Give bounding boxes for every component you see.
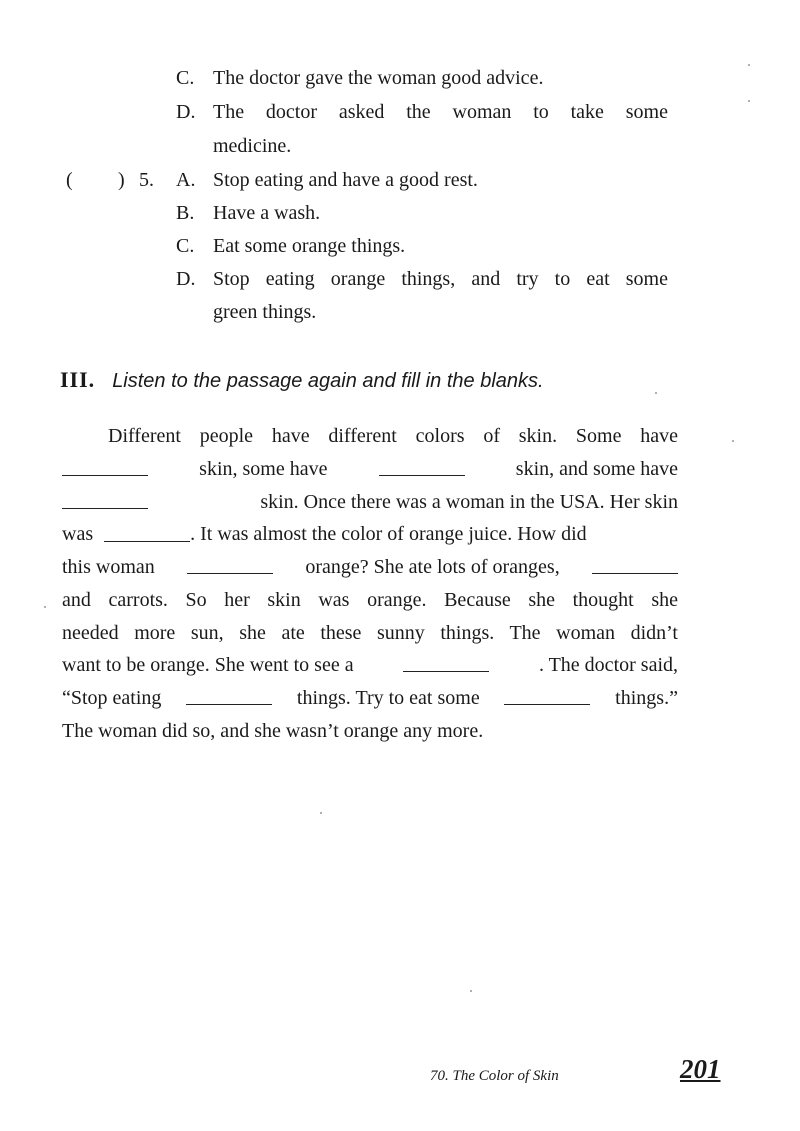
option-label: D. — [176, 101, 196, 123]
passage-text: want to be orange. She went to see a — [62, 654, 354, 676]
page-number: 201 — [680, 1054, 721, 1084]
passage-line-5 — [62, 555, 678, 579]
q5-option-a — [176, 168, 478, 192]
passage-line-10: The woman did so, and she wasn’t orange any more. — [62, 720, 484, 742]
passage-text: needed more sun, she ate these sunny things. The woman didn’t — [62, 622, 678, 644]
option-label: C. — [176, 67, 195, 89]
blank — [186, 686, 272, 705]
blank — [403, 653, 489, 672]
answer-paren-open: ( — [66, 169, 73, 191]
passage-text: Different people have different colors of skin. Some have — [108, 425, 678, 447]
passage-text: things.” — [615, 687, 678, 709]
passage-line-8 — [62, 653, 678, 677]
passage-line-4 — [62, 522, 587, 546]
passage-line-9 — [62, 686, 678, 710]
option-d-prev-cont: medicine. — [213, 135, 292, 157]
passage-text: “Stop eating — [62, 687, 162, 709]
option-text: The doctor asked the woman to take some — [213, 101, 668, 123]
blank — [62, 457, 148, 476]
option-label: B. — [176, 202, 195, 224]
passage-text: orange? She ate lots of oranges, — [305, 556, 560, 578]
passage-line-3 — [62, 490, 678, 514]
passage-line-7 — [62, 621, 678, 645]
section-number: III. — [60, 367, 96, 392]
scan-speck — [320, 812, 322, 814]
option-label: D. — [176, 268, 196, 290]
q5-option-d — [176, 267, 668, 291]
option-label: A. — [176, 169, 196, 191]
scan-speck — [732, 440, 734, 442]
option-text: Stop eating and have a good rest. — [213, 169, 478, 191]
passage-line-1 — [108, 424, 678, 448]
question-number: 5. — [139, 169, 154, 191]
scan-speck — [470, 990, 472, 992]
option-label: C. — [176, 235, 195, 257]
q5-option-b — [176, 201, 320, 225]
blank — [104, 523, 190, 542]
passage-text: skin, some have — [199, 458, 328, 480]
option-text: The doctor gave the woman good advice. — [213, 67, 544, 89]
scan-speck — [655, 392, 657, 394]
passage-text: . The doctor said, — [538, 654, 678, 676]
passage-text: things. Try to eat some — [296, 687, 480, 709]
blank — [379, 457, 465, 476]
passage-text: was — [62, 523, 94, 545]
passage-line-6 — [62, 588, 678, 612]
blank — [187, 555, 273, 574]
passage-text: . It was almost the color of orange juice. How did — [190, 523, 587, 545]
section-heading — [60, 368, 544, 393]
blank — [62, 490, 148, 509]
passage-text: this woman — [62, 556, 155, 578]
q5-option-d-cont: green things. — [213, 301, 317, 323]
blank — [592, 555, 678, 574]
passage-text: skin. Once there was a woman in the USA. Her skin — [260, 491, 678, 513]
option-text: Have a wash. — [213, 202, 321, 224]
passage-text: skin, and some have — [515, 458, 678, 480]
section-instruction: Listen to the passage again and fill in the blanks. — [112, 370, 544, 392]
blank — [504, 686, 590, 705]
q5-option-c — [176, 234, 405, 258]
passage-line-2 — [62, 457, 678, 481]
passage-text: and carrots. So her skin was orange. Because she thought she — [62, 589, 678, 611]
option-c-prev — [176, 66, 543, 90]
scan-speck — [44, 606, 46, 608]
lesson-title: 70. The Color of Skin — [430, 1068, 559, 1084]
option-text: Eat some orange things. — [213, 235, 406, 257]
scan-speck — [748, 64, 750, 66]
answer-paren-close: ) — [118, 169, 125, 191]
option-d-prev — [176, 100, 668, 124]
option-text: Stop eating orange things, and try to eat some — [213, 268, 668, 290]
scan-speck — [748, 100, 750, 102]
